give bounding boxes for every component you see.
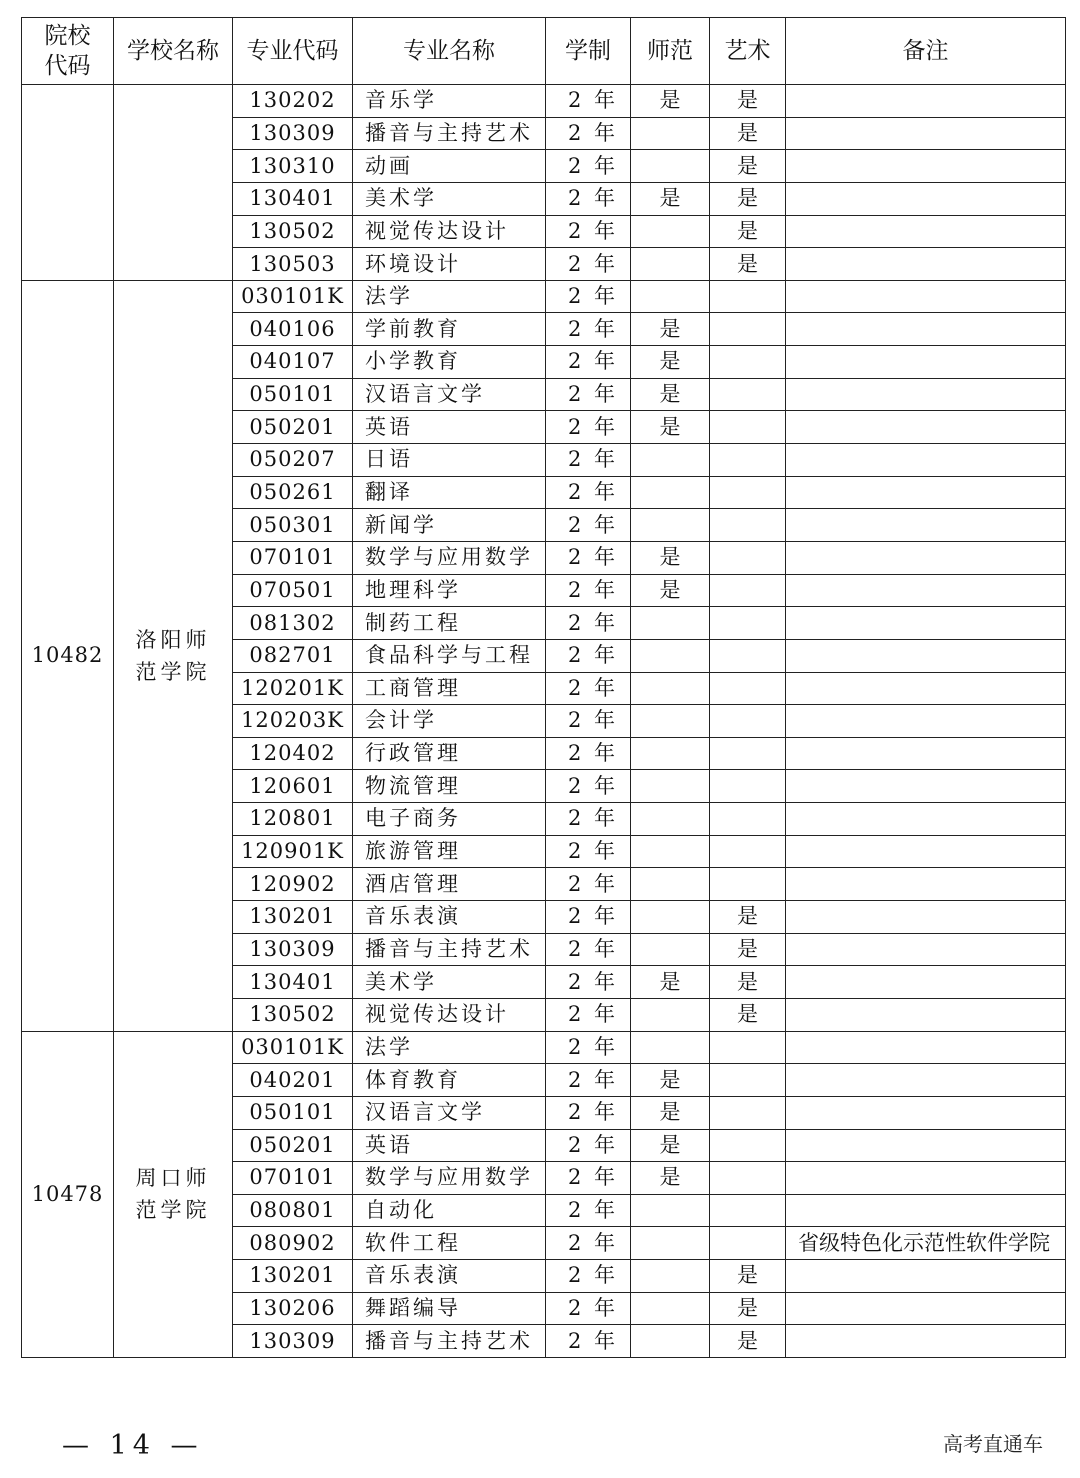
major-code-cell: 050301 xyxy=(233,509,353,542)
years-cell: 2 年 xyxy=(546,1031,631,1064)
normal-flag-cell xyxy=(631,835,710,868)
years-cell: 2 年 xyxy=(546,411,631,444)
major-code-cell: 130503 xyxy=(233,248,353,281)
art-flag-cell xyxy=(710,639,786,672)
normal-flag-cell: 是 xyxy=(631,85,710,118)
normal-flag-cell: 是 xyxy=(631,346,710,379)
note-cell xyxy=(786,150,1066,183)
major-name-cell: 法学 xyxy=(353,280,546,313)
major-code-cell: 050101 xyxy=(233,378,353,411)
major-code-cell: 120801 xyxy=(233,803,353,836)
years-cell: 2 年 xyxy=(546,1227,631,1260)
major-name-cell: 软件工程 xyxy=(353,1227,546,1260)
major-name-cell: 舞蹈编导 xyxy=(353,1292,546,1325)
major-name-cell: 制药工程 xyxy=(353,607,546,640)
major-code-cell: 082701 xyxy=(233,639,353,672)
art-flag-cell: 是 xyxy=(710,150,786,183)
art-flag-cell: 是 xyxy=(710,933,786,966)
note-cell xyxy=(786,1064,1066,1097)
major-code-cell: 120601 xyxy=(233,770,353,803)
inst-code-cell: 10478 xyxy=(22,1031,114,1357)
art-flag-cell: 是 xyxy=(710,998,786,1031)
major-code-cell: 130309 xyxy=(233,117,353,150)
normal-flag-cell: 是 xyxy=(631,1064,710,1097)
normal-flag-cell xyxy=(631,117,710,150)
header-years: 学制 xyxy=(546,18,631,85)
major-name-cell: 学前教育 xyxy=(353,313,546,346)
years-cell: 2 年 xyxy=(546,346,631,379)
art-flag-cell: 是 xyxy=(710,182,786,215)
art-flag-cell xyxy=(710,803,786,836)
note-cell xyxy=(786,1129,1066,1162)
note-cell xyxy=(786,1031,1066,1064)
note-cell xyxy=(786,933,1066,966)
note-cell xyxy=(786,182,1066,215)
table-row xyxy=(22,1031,1066,1064)
major-name-cell: 翻译 xyxy=(353,476,546,509)
school-name-cell: 洛阳师范学院 xyxy=(114,280,233,1031)
note-cell xyxy=(786,868,1066,901)
major-name-cell: 英语 xyxy=(353,1129,546,1162)
major-name-cell: 播音与主持艺术 xyxy=(353,1325,546,1358)
years-cell: 2 年 xyxy=(546,901,631,934)
years-cell: 2 年 xyxy=(546,835,631,868)
art-flag-cell xyxy=(710,1194,786,1227)
major-code-cell: 070501 xyxy=(233,574,353,607)
years-cell: 2 年 xyxy=(546,1162,631,1195)
note-cell xyxy=(786,1260,1066,1293)
note-cell xyxy=(786,476,1066,509)
major-name-cell: 播音与主持艺术 xyxy=(353,933,546,966)
normal-flag-cell xyxy=(631,444,710,477)
art-flag-cell xyxy=(710,835,786,868)
header-row xyxy=(22,18,1066,85)
page-number: — 14 — xyxy=(62,1430,204,1461)
normal-flag-cell xyxy=(631,150,710,183)
normal-flag-cell xyxy=(631,248,710,281)
years-cell: 2 年 xyxy=(546,737,631,770)
major-name-cell: 汉语言文学 xyxy=(353,1096,546,1129)
major-code-cell: 040107 xyxy=(233,346,353,379)
art-flag-cell xyxy=(710,509,786,542)
normal-flag-cell xyxy=(631,998,710,1031)
art-flag-cell xyxy=(710,1129,786,1162)
major-name-cell: 会计学 xyxy=(353,705,546,738)
years-cell: 2 年 xyxy=(546,803,631,836)
years-cell: 2 年 xyxy=(546,1129,631,1162)
normal-flag-cell xyxy=(631,770,710,803)
note-cell xyxy=(786,966,1066,999)
major-code-cell: 030101K xyxy=(233,280,353,313)
note-cell xyxy=(786,509,1066,542)
inst-code-cell: 10482 xyxy=(22,280,114,1031)
major-name-cell: 新闻学 xyxy=(353,509,546,542)
art-flag-cell: 是 xyxy=(710,1260,786,1293)
major-code-cell: 130201 xyxy=(233,901,353,934)
note-cell xyxy=(786,378,1066,411)
major-code-cell: 040201 xyxy=(233,1064,353,1097)
years-cell: 2 年 xyxy=(546,509,631,542)
years-cell: 2 年 xyxy=(546,117,631,150)
normal-flag-cell xyxy=(631,1194,710,1227)
major-name-cell: 行政管理 xyxy=(353,737,546,770)
normal-flag-cell xyxy=(631,639,710,672)
art-flag-cell xyxy=(710,313,786,346)
major-code-cell: 130401 xyxy=(233,182,353,215)
major-name-cell: 音乐表演 xyxy=(353,901,546,934)
normal-flag-cell xyxy=(631,868,710,901)
major-name-cell: 音乐学 xyxy=(353,85,546,118)
art-flag-cell xyxy=(710,770,786,803)
header-inst-code: 院校代码 xyxy=(22,18,114,85)
major-code-cell: 050261 xyxy=(233,476,353,509)
years-cell: 2 年 xyxy=(546,1260,631,1293)
major-name-cell: 数学与应用数学 xyxy=(353,1162,546,1195)
major-code-cell: 130502 xyxy=(233,998,353,1031)
years-cell: 2 年 xyxy=(546,541,631,574)
normal-flag-cell xyxy=(631,1292,710,1325)
major-code-cell: 070101 xyxy=(233,541,353,574)
note-cell xyxy=(786,1162,1066,1195)
normal-flag-cell xyxy=(631,215,710,248)
years-cell: 2 年 xyxy=(546,933,631,966)
major-name-cell: 工商管理 xyxy=(353,672,546,705)
normal-flag-cell xyxy=(631,901,710,934)
normal-flag-cell xyxy=(631,280,710,313)
major-code-cell: 120203K xyxy=(233,705,353,738)
years-cell: 2 年 xyxy=(546,313,631,346)
art-flag-cell: 是 xyxy=(710,117,786,150)
header-normal: 师范 xyxy=(631,18,710,85)
table-body xyxy=(22,85,1066,1358)
major-name-cell: 日语 xyxy=(353,444,546,477)
note-cell: 省级特色化示范性软件学院 xyxy=(786,1227,1066,1260)
art-flag-cell: 是 xyxy=(710,1325,786,1358)
art-flag-cell: 是 xyxy=(710,901,786,934)
note-cell xyxy=(786,346,1066,379)
major-code-cell: 120201K xyxy=(233,672,353,705)
normal-flag-cell: 是 xyxy=(631,1162,710,1195)
major-name-cell: 地理科学 xyxy=(353,574,546,607)
major-name-cell: 自动化 xyxy=(353,1194,546,1227)
major-name-cell: 物流管理 xyxy=(353,770,546,803)
normal-flag-cell: 是 xyxy=(631,1129,710,1162)
note-cell xyxy=(786,541,1066,574)
years-cell: 2 年 xyxy=(546,770,631,803)
major-code-cell: 130309 xyxy=(233,1325,353,1358)
normal-flag-cell: 是 xyxy=(631,1096,710,1129)
note-cell xyxy=(786,639,1066,672)
years-cell: 2 年 xyxy=(546,182,631,215)
header-major-name: 专业名称 xyxy=(353,18,546,85)
years-cell: 2 年 xyxy=(546,1194,631,1227)
note-cell xyxy=(786,835,1066,868)
art-flag-cell: 是 xyxy=(710,85,786,118)
art-flag-cell xyxy=(710,607,786,640)
art-flag-cell xyxy=(710,280,786,313)
major-code-cell: 130202 xyxy=(233,85,353,118)
years-cell: 2 年 xyxy=(546,868,631,901)
note-cell xyxy=(786,411,1066,444)
art-flag-cell xyxy=(710,444,786,477)
years-cell: 2 年 xyxy=(546,378,631,411)
major-code-cell: 080801 xyxy=(233,1194,353,1227)
note-cell xyxy=(786,998,1066,1031)
art-flag-cell xyxy=(710,1227,786,1260)
years-cell: 2 年 xyxy=(546,1292,631,1325)
art-flag-cell: 是 xyxy=(710,248,786,281)
major-name-cell: 英语 xyxy=(353,411,546,444)
art-flag-cell: 是 xyxy=(710,966,786,999)
major-name-cell: 环境设计 xyxy=(353,248,546,281)
major-name-cell: 旅游管理 xyxy=(353,835,546,868)
years-cell: 2 年 xyxy=(546,476,631,509)
normal-flag-cell: 是 xyxy=(631,313,710,346)
note-cell xyxy=(786,1325,1066,1358)
normal-flag-cell xyxy=(631,607,710,640)
major-code-cell: 080902 xyxy=(233,1227,353,1260)
note-cell xyxy=(786,705,1066,738)
major-name-cell: 播音与主持艺术 xyxy=(353,117,546,150)
art-flag-cell xyxy=(710,378,786,411)
note-cell xyxy=(786,901,1066,934)
major-code-cell: 120402 xyxy=(233,737,353,770)
art-flag-cell xyxy=(710,476,786,509)
school-name-cell xyxy=(114,85,233,281)
note-cell xyxy=(786,215,1066,248)
inst-code-cell xyxy=(22,85,114,281)
art-flag-cell xyxy=(710,705,786,738)
note-cell xyxy=(786,803,1066,836)
years-cell: 2 年 xyxy=(546,215,631,248)
normal-flag-cell xyxy=(631,705,710,738)
note-cell xyxy=(786,1096,1066,1129)
note-cell xyxy=(786,117,1066,150)
table-row xyxy=(22,280,1066,313)
major-code-cell: 130502 xyxy=(233,215,353,248)
note-cell xyxy=(786,770,1066,803)
normal-flag-cell: 是 xyxy=(631,182,710,215)
normal-flag-cell xyxy=(631,1325,710,1358)
note-cell xyxy=(786,1194,1066,1227)
years-cell: 2 年 xyxy=(546,85,631,118)
normal-flag-cell xyxy=(631,672,710,705)
normal-flag-cell: 是 xyxy=(631,541,710,574)
normal-flag-cell xyxy=(631,1031,710,1064)
years-cell: 2 年 xyxy=(546,639,631,672)
normal-flag-cell xyxy=(631,476,710,509)
art-flag-cell xyxy=(710,737,786,770)
table-row xyxy=(22,85,1066,118)
header-art: 艺术 xyxy=(710,18,786,85)
years-cell: 2 年 xyxy=(546,444,631,477)
years-cell: 2 年 xyxy=(546,607,631,640)
years-cell: 2 年 xyxy=(546,998,631,1031)
major-code-cell: 050207 xyxy=(233,444,353,477)
years-cell: 2 年 xyxy=(546,574,631,607)
note-cell xyxy=(786,280,1066,313)
years-cell: 2 年 xyxy=(546,1064,631,1097)
major-name-cell: 食品科学与工程 xyxy=(353,639,546,672)
normal-flag-cell xyxy=(631,509,710,542)
major-name-cell: 数学与应用数学 xyxy=(353,541,546,574)
art-flag-cell xyxy=(710,868,786,901)
art-flag-cell xyxy=(710,411,786,444)
normal-flag-cell xyxy=(631,1260,710,1293)
note-cell xyxy=(786,574,1066,607)
normal-flag-cell: 是 xyxy=(631,966,710,999)
major-name-cell: 汉语言文学 xyxy=(353,378,546,411)
note-cell xyxy=(786,313,1066,346)
watermark-text: 高考直通车 xyxy=(943,1432,1043,1456)
art-flag-cell: 是 xyxy=(710,1292,786,1325)
art-flag-cell xyxy=(710,1162,786,1195)
normal-flag-cell: 是 xyxy=(631,411,710,444)
header-note: 备注 xyxy=(786,18,1066,85)
header-major-code: 专业代码 xyxy=(233,18,353,85)
major-code-cell: 081302 xyxy=(233,607,353,640)
major-code-cell: 130206 xyxy=(233,1292,353,1325)
major-code-cell: 130309 xyxy=(233,933,353,966)
major-code-cell: 130201 xyxy=(233,1260,353,1293)
major-code-cell: 070101 xyxy=(233,1162,353,1195)
major-code-cell: 050101 xyxy=(233,1096,353,1129)
note-cell xyxy=(786,672,1066,705)
art-flag-cell: 是 xyxy=(710,215,786,248)
major-name-cell: 音乐表演 xyxy=(353,1260,546,1293)
normal-flag-cell xyxy=(631,737,710,770)
art-flag-cell xyxy=(710,541,786,574)
art-flag-cell xyxy=(710,1031,786,1064)
majors-table xyxy=(21,17,1066,1358)
major-name-cell: 法学 xyxy=(353,1031,546,1064)
major-name-cell: 电子商务 xyxy=(353,803,546,836)
major-name-cell: 小学教育 xyxy=(353,346,546,379)
major-code-cell: 130310 xyxy=(233,150,353,183)
normal-flag-cell: 是 xyxy=(631,574,710,607)
normal-flag-cell xyxy=(631,1227,710,1260)
major-code-cell: 040106 xyxy=(233,313,353,346)
major-code-cell: 030101K xyxy=(233,1031,353,1064)
major-code-cell: 050201 xyxy=(233,411,353,444)
major-name-cell: 体育教育 xyxy=(353,1064,546,1097)
major-code-cell: 120902 xyxy=(233,868,353,901)
major-code-cell: 120901K xyxy=(233,835,353,868)
school-name-cell: 周口师范学院 xyxy=(114,1031,233,1357)
years-cell: 2 年 xyxy=(546,705,631,738)
art-flag-cell xyxy=(710,574,786,607)
normal-flag-cell xyxy=(631,933,710,966)
major-name-cell: 美术学 xyxy=(353,966,546,999)
major-name-cell: 动画 xyxy=(353,150,546,183)
major-name-cell: 视觉传达设计 xyxy=(353,998,546,1031)
normal-flag-cell xyxy=(631,803,710,836)
years-cell: 2 年 xyxy=(546,150,631,183)
art-flag-cell xyxy=(710,346,786,379)
note-cell xyxy=(786,737,1066,770)
header-school: 学校名称 xyxy=(114,18,233,85)
note-cell xyxy=(786,444,1066,477)
art-flag-cell xyxy=(710,672,786,705)
art-flag-cell xyxy=(710,1064,786,1097)
major-name-cell: 美术学 xyxy=(353,182,546,215)
years-cell: 2 年 xyxy=(546,1096,631,1129)
major-code-cell: 050201 xyxy=(233,1129,353,1162)
major-code-cell: 130401 xyxy=(233,966,353,999)
years-cell: 2 年 xyxy=(546,672,631,705)
art-flag-cell xyxy=(710,1096,786,1129)
years-cell: 2 年 xyxy=(546,248,631,281)
note-cell xyxy=(786,248,1066,281)
note-cell xyxy=(786,1292,1066,1325)
note-cell xyxy=(786,607,1066,640)
years-cell: 2 年 xyxy=(546,966,631,999)
major-name-cell: 视觉传达设计 xyxy=(353,215,546,248)
note-cell xyxy=(786,85,1066,118)
normal-flag-cell: 是 xyxy=(631,378,710,411)
years-cell: 2 年 xyxy=(546,280,631,313)
major-name-cell: 酒店管理 xyxy=(353,868,546,901)
years-cell: 2 年 xyxy=(546,1325,631,1358)
